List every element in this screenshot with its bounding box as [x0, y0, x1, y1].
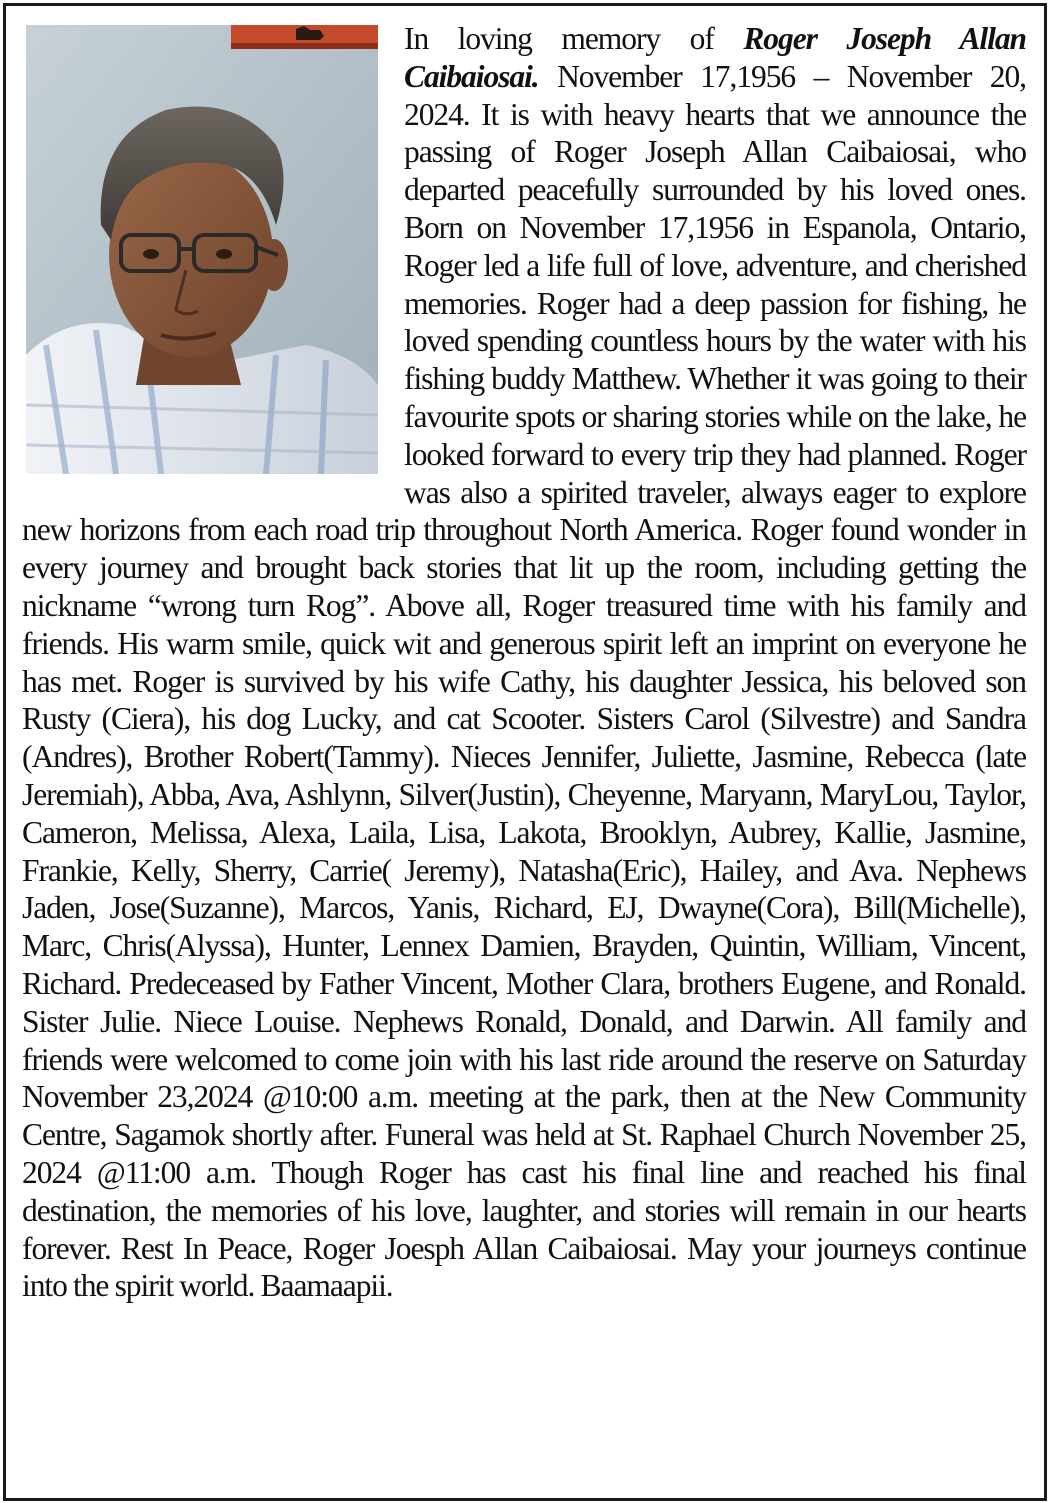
portrait-illustration: [26, 25, 378, 474]
portrait-photo: [26, 25, 378, 474]
obituary-text-block: [22, 20, 1026, 1305]
obituary-body: November 17,1956 – November 20, 2024. It is with heavy hearts that we announce the passing of Roger Joseph Allan Caibaiosai, who departed peacefully surrounded by his loved ones. Born on November 17,1956 in Espanola, Ontario, Roger led a life full of love, adventure, and cherished memories. Roger had a deep passion for fishing, he loved spending countless hours by the water with his fishing buddy Matthew. Whether it was going to their favourite spots or sharing stories while on the lake, he looked forward to every trip they had planned. Roger was also a spirited traveler, always eager to explore new horizons from each road trip throughout North America. Roger found wonder in every journey and brought back stories that lit up the room, including getting the nickname “wrong turn Rog”. Above all, Roger treasured time with his family and friends. His warm smile, quick wit and generous spirit left an imprint on everyone he has met. Roger is survived by his wife Cathy, his daughter Jessica, his beloved son Rusty (Ciera), his dog Lucky, and cat Scooter. Sisters Carol (Silvestre) and Sandra (Andres), Brother Robert(Tammy). Nieces Jennifer, Juliette, Jasmine, Rebecca (late Jeremiah), Abba, Ava, Ashlynn, Silver(Justin), Cheyenne, Maryann, MaryLou, Taylor, Cameron, Melissa, Alexa, Laila, Lisa, Lakota, Brooklyn, Aubrey, Kallie, Jasmine, Frankie, Kelly, Sherry, Carrie( Jeremy), Natasha(Eric), Hailey, and Ava. Nephews Jaden, Jose(Suzanne), Marcos, Yanis, Richard, EJ, Dwayne(Cora), Bill(Michelle), Marc, Chris(Alyssa), Hunter, Lennex Damien, Brayden, Quintin, William, Vincent, Richard. Predeceased by Father Vincent, Mother Clara, brothers Eugene, and Ronald. Sister Julie. Niece Louise. Nephews Ronald, Donald, and Darwin. All family and friends were welcomed to come join with his last ride around the reserve on Saturday November 23,2024 @10:00 a.m. meeting at the park, then at the New Community Centre, Sagamok shortly after. Funeral was held at St. Raphael Church November 25, 2024 @11:00 a.m. Though Roger has cast his final line and reached his final destination, the memories of his love, laughter, and stories will remain in our hearts forever. Rest In Peace, Roger Joesph Allan Caibaiosai. May your journeys continue into the spirit world. Baamaapii.: [22, 58, 1026, 1304]
deceased-name: Roger Joseph Allan Caibaiosai.: [404, 21, 1027, 94]
intro-text: In loving memory of: [404, 21, 744, 56]
